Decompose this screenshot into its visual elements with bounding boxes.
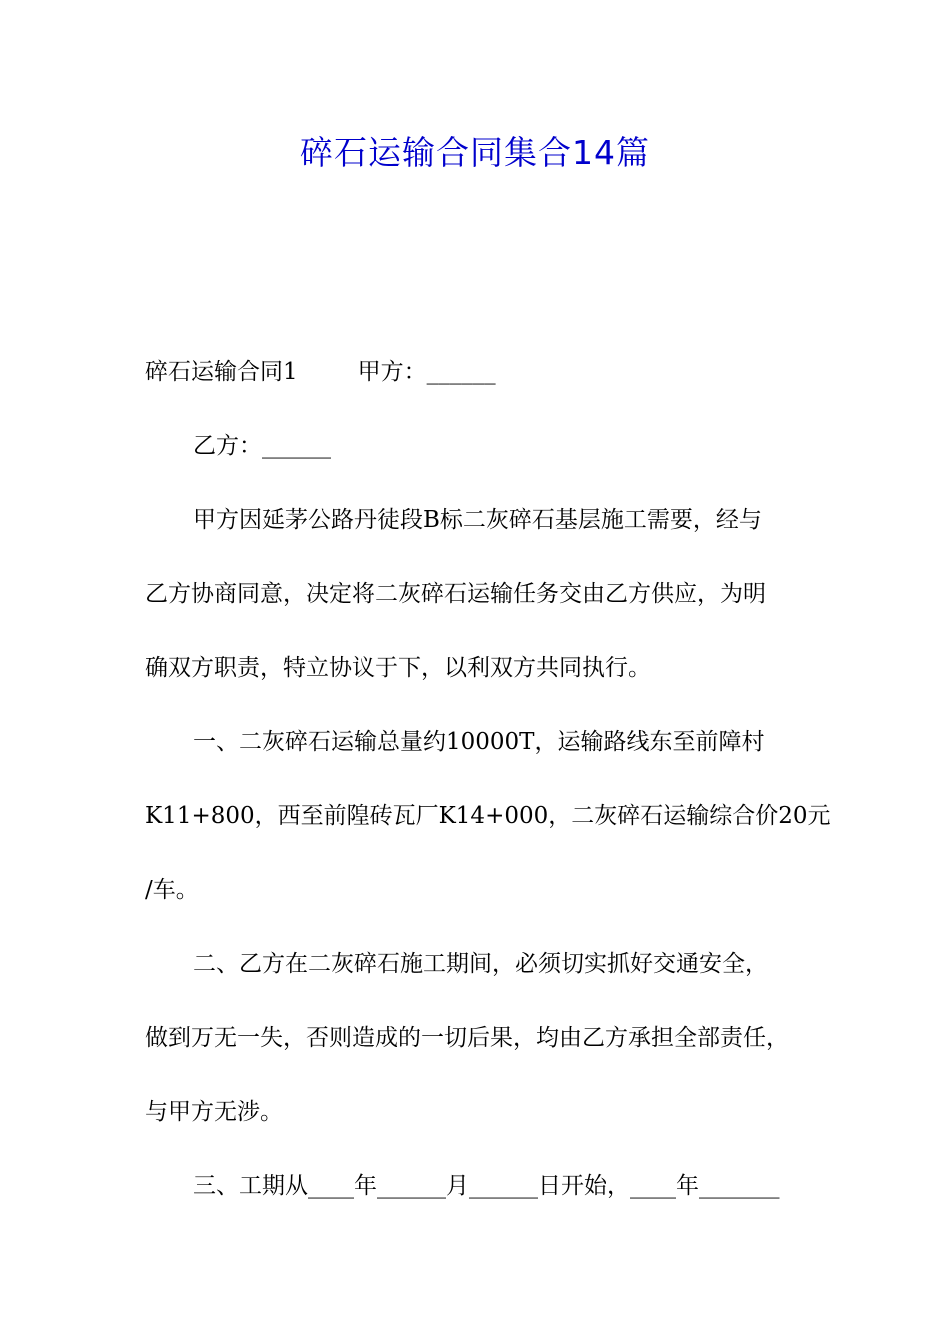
clause-one-line: 一、二灰碎石运输总量约10000T，运输路线东至前障村 [193, 729, 765, 755]
clause-one-line: K11+800，西至前隍砖瓦厂K14+000，二灰碎石运输综合价20元 [145, 803, 831, 829]
document-body [145, 335, 831, 1223]
party-b-line: 乙方：______ [193, 433, 331, 459]
paragraph-line: 甲方因延茅公路丹徒段B标二灰碎石基层施工需要，经与 [193, 507, 762, 533]
document-title: 碎石运输合同集合14篇 [300, 133, 650, 172]
contract-number: 碎石运输合同1 [145, 359, 298, 385]
paragraph-line: 乙方协商同意，决定将二灰碎石运输任务交由乙方供应，为明 [145, 581, 766, 607]
contract-heading-line [145, 335, 813, 409]
clause-two-line: 做到万无一失，否则造成的一切后果，均由乙方承担全部责任， [145, 1025, 789, 1051]
clause-two-line: 与甲方无涉。 [145, 1099, 283, 1125]
clause-one-line: /车。 [145, 877, 199, 903]
party-a-field: 甲方：______ [357, 359, 496, 385]
clause-two-line: 二、乙方在二灰碎石施工期间，必须切实抓好交通安全， [193, 951, 768, 977]
clause-three-line: 三、工期从____年______月______日开始，____年_______ [193, 1173, 780, 1199]
paragraph-line: 确双方职责，特立协议于下，以利双方共同执行。 [145, 655, 651, 681]
